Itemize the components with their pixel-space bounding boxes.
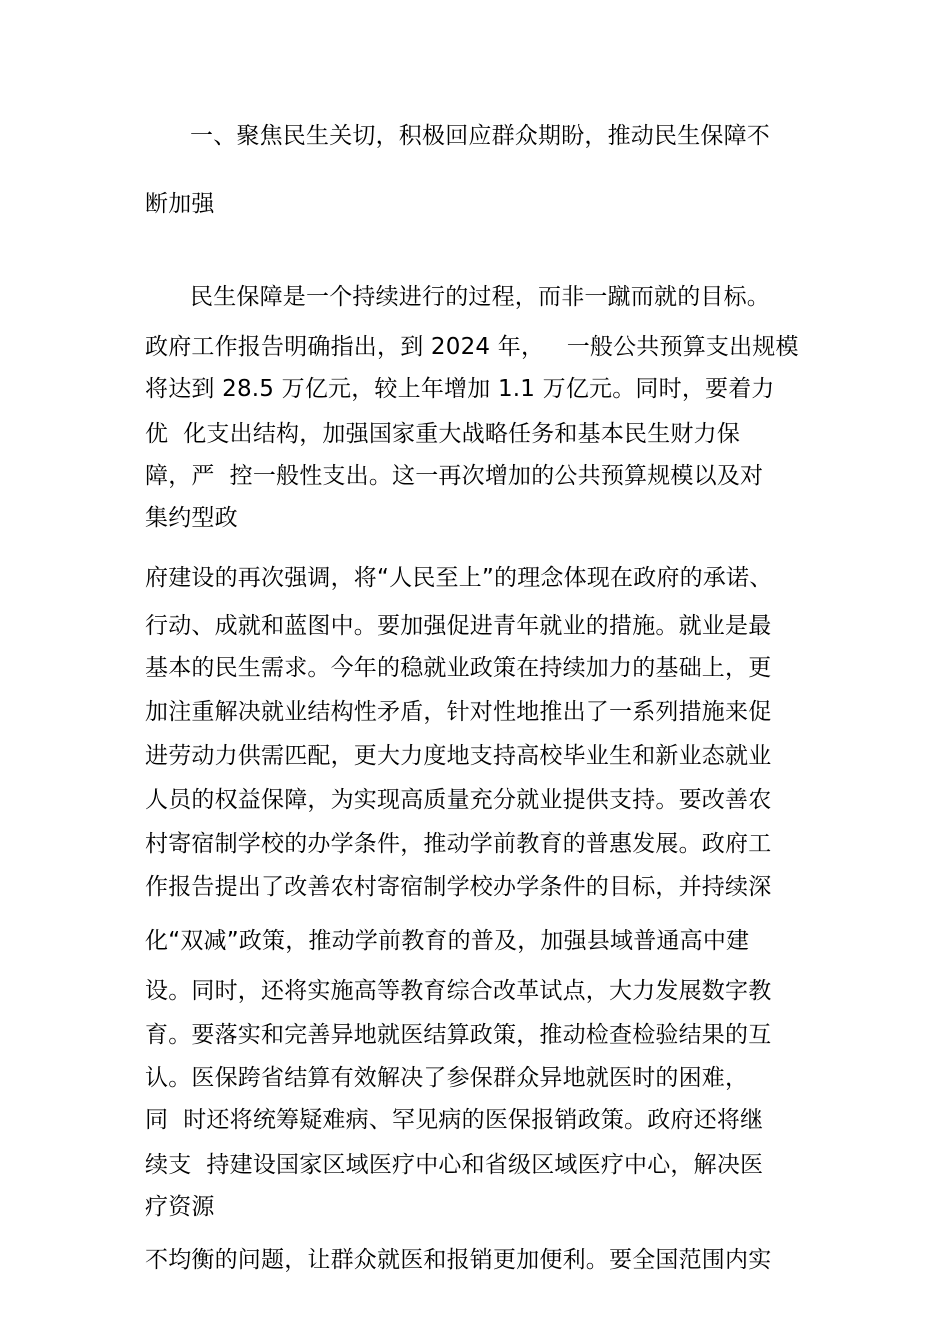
body-line: 加注重解决就业结构性矛盾，针对性地推出了一系列措施来促: [145, 699, 772, 725]
body-line: 村寄宿制学校的办学条件，推动学前教育的普惠发展。政府工: [145, 831, 772, 857]
heading-line-2: 断加强: [145, 191, 215, 217]
body-line: 不均衡的问题，让群众就医和报销更加便利。要全国范围内实: [145, 1247, 772, 1273]
body-line: 民生保障是一个持续进行的过程，而非一蹴而就的目标。: [190, 284, 770, 310]
body-line: 设。同时，还将实施高等教育综合改革试点，大力发展数字教: [145, 978, 772, 1004]
body-line: 障，严 控一般性支出。这一再次增加的公共预算规模以及对: [145, 463, 764, 489]
body-line: 府建设的再次强调，将“人民至上”的理念体现在政府的承诺、: [145, 565, 773, 591]
body-line: 政府工作报告明确指出，到 2024 年， 一般公共预算支出规模: [145, 334, 799, 360]
body-line: 进劳动力供需匹配，更大力度地支持高校毕业生和新业态就业: [145, 743, 772, 769]
body-line: 作报告提出了改善农村寄宿制学校办学条件的目标，并持续深: [145, 874, 772, 900]
body-line: 化“双减”政策，推动学前教育的普及，加强县域普通高中建: [145, 928, 750, 954]
heading-line-1: 一、聚焦民生关切，积极回应群众期盼，推动民生保障不: [190, 123, 770, 149]
body-line: 认。医保跨省结算有效解决了参保群众异地就医时的困难，: [145, 1065, 749, 1091]
body-line: 集约型政: [145, 505, 238, 531]
body-line: 基本的民生需求。今年的稳就业政策在持续加力的基础上，更: [145, 655, 772, 681]
body-line: 人员的权益保障，为实现高质量充分就业提供支持。要改善农: [145, 787, 772, 813]
body-line: 续支 持建设国家区域医疗中心和省级区域医疗中心，解决医: [145, 1152, 764, 1178]
body-line: 将达到 28.5 万亿元，较上年增加 1.1 万亿元。同时，要着力: [145, 376, 775, 402]
body-line: 疗资源: [145, 1194, 215, 1220]
body-line: 行动、成就和蓝图中。要加强促进青年就业的措施。就业是最: [145, 613, 772, 639]
body-line: 同 时还将统筹疑难病、罕见病的医保报销政策。政府还将继: [145, 1107, 764, 1133]
body-line: 优 化支出结构，加强国家重大战略任务和基本民生财力保: [145, 421, 741, 447]
body-line: 育。要落实和完善异地就医结算政策，推动检查检验结果的互: [145, 1022, 772, 1048]
